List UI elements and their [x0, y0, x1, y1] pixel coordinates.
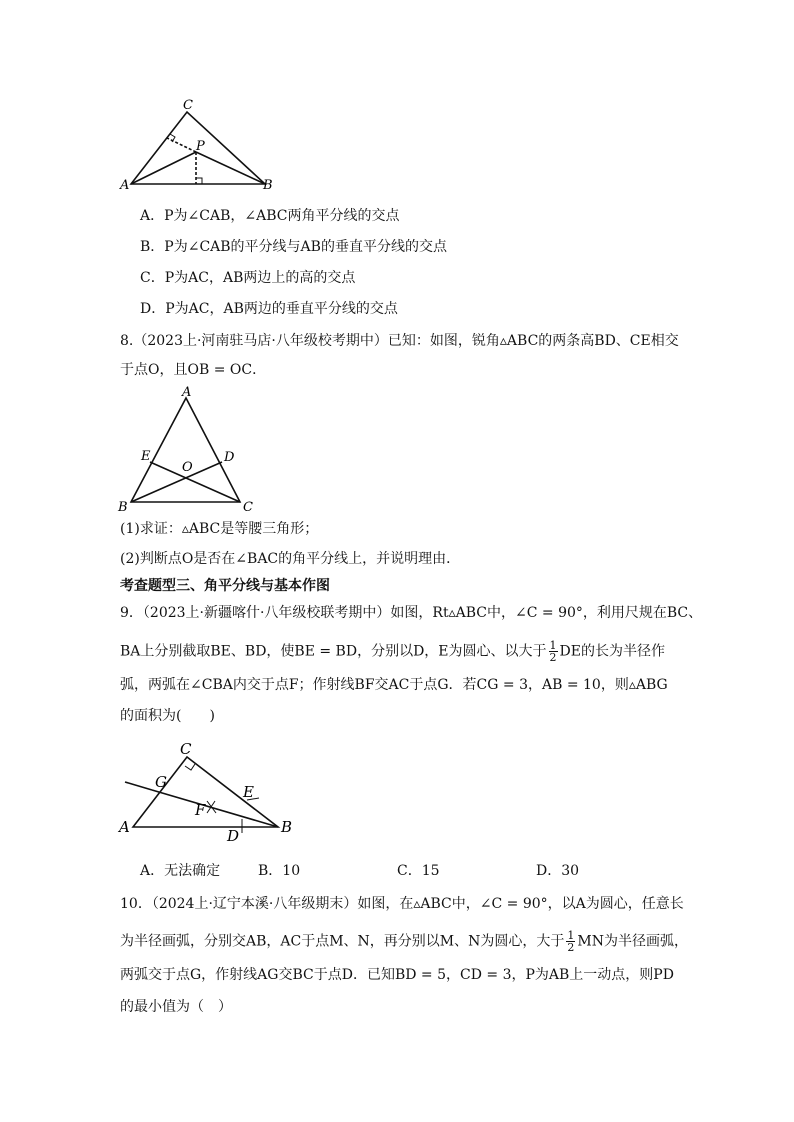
- fraction-numerator: 1: [567, 929, 575, 942]
- q9-line2-a: BA上分别截取BE、BD，使BE = BD，分别以D，E为圆心、以大于: [120, 643, 547, 660]
- option-c[interactable]: C．P为AC，AB两边上的高的交点: [140, 270, 356, 286]
- q9-stem-line4: 的面积为( ): [120, 708, 215, 724]
- label-b: B: [281, 818, 293, 836]
- right-angle-mark: [170, 134, 175, 142]
- fraction-one-half: [566, 930, 575, 953]
- option-b[interactable]: B．P为∠CAB的平分线与AB的垂直平分线的交点: [140, 239, 447, 255]
- figure-triangle-abc-point-p: [115, 98, 285, 194]
- ray-bf: [152, 790, 278, 827]
- figure-triangle-abc-heights: [114, 384, 264, 514]
- right-angle-mark: [185, 764, 195, 770]
- label-d: D: [224, 450, 235, 465]
- q10-stem-line3: 两弧交于点G，作射线AG交BC于点D．已知BD = 5，CD = 3，P为AB上一动点，则PD: [120, 967, 674, 983]
- segment-pb: [196, 152, 265, 184]
- ray-bf-extension: [125, 782, 152, 790]
- q9-stem-line1: 9．（2023上·新疆喀什·八年级校联考期中）如图，Rt▵ABC中，∠C = 90°，利用尺规在BC、: [120, 605, 703, 621]
- right-angle-mark: [196, 178, 202, 184]
- figure-right-triangle-bisector: [115, 735, 300, 847]
- label-d: D: [227, 827, 240, 845]
- q10-line2-b: MN为半径画弧，: [577, 933, 688, 950]
- label-f: F: [195, 801, 206, 819]
- label-c: C: [183, 98, 193, 113]
- label-e: E: [141, 449, 151, 464]
- q8-stem-line1: 8.（2023上·河南驻马店·八年级校考期中）已知：如图，锐角▵ABC的两条高BD、CE相交: [120, 333, 679, 349]
- q9-option-d[interactable]: D．30: [536, 863, 580, 879]
- perpendicular-to-ac: [167, 138, 196, 152]
- fraction-denominator: 2: [567, 941, 575, 954]
- fraction-one-half: [549, 640, 558, 663]
- q10-stem-line1: 10．（2024上·辽宁本溪·八年级期末）如图，在▵ABC中，∠C = 90°，以A为圆心，任意长: [120, 896, 684, 912]
- label-a: A: [120, 178, 130, 193]
- label-c: C: [180, 740, 192, 758]
- section-heading: 考查题型三、角平分线与基本作图: [120, 578, 330, 594]
- label-b: B: [263, 178, 273, 193]
- height-ce: [150, 462, 240, 502]
- option-d[interactable]: D．P为AC，AB两边的垂直平分线的交点: [140, 301, 398, 317]
- triangle-abc: [133, 757, 278, 827]
- height-bd: [131, 462, 222, 502]
- q8-part2: (2)判断点O是否在∠BAC的角平分线上，并说明理由．: [120, 551, 461, 567]
- q9-stem-line2: [120, 640, 665, 663]
- q8-stem-line2: 于点O，且OB = OC．: [120, 362, 267, 378]
- segment-ap: [131, 152, 196, 184]
- q8-part1: (1)求证：▵ABC是等腰三角形；: [120, 521, 319, 537]
- q10-stem-line4: 的最小值为（ ）: [120, 999, 232, 1015]
- fraction-numerator: 1: [549, 639, 557, 652]
- q10-stem-line2: [120, 930, 688, 953]
- q10-line2-a: 为半径画弧，分别交AB，AC于点M、N，再分别以M、N为圆心，大于: [120, 933, 565, 950]
- label-o: O: [182, 460, 193, 475]
- label-b: B: [118, 500, 128, 514]
- label-p: P: [196, 139, 205, 154]
- label-a: A: [119, 818, 130, 836]
- label-g: G: [155, 773, 167, 791]
- option-a[interactable]: A．P为∠CAB，∠ABC两角平分线的交点: [140, 208, 400, 224]
- q9-option-a[interactable]: A．无法确定: [140, 863, 221, 879]
- q9-stem-line3: 弧，两弧在∠CBA内交于点F；作射线BF交AC于点G．若CG = 3，AB = 10，则▵ABG: [120, 677, 668, 693]
- label-a: A: [182, 385, 192, 400]
- label-c: C: [243, 500, 253, 514]
- q9-option-b[interactable]: B．10: [258, 863, 301, 879]
- fraction-denominator: 2: [549, 651, 557, 664]
- label-e: E: [243, 783, 254, 801]
- q9-option-c[interactable]: C．15: [397, 863, 440, 879]
- q9-line2-b: DE的长为半径作: [559, 643, 665, 660]
